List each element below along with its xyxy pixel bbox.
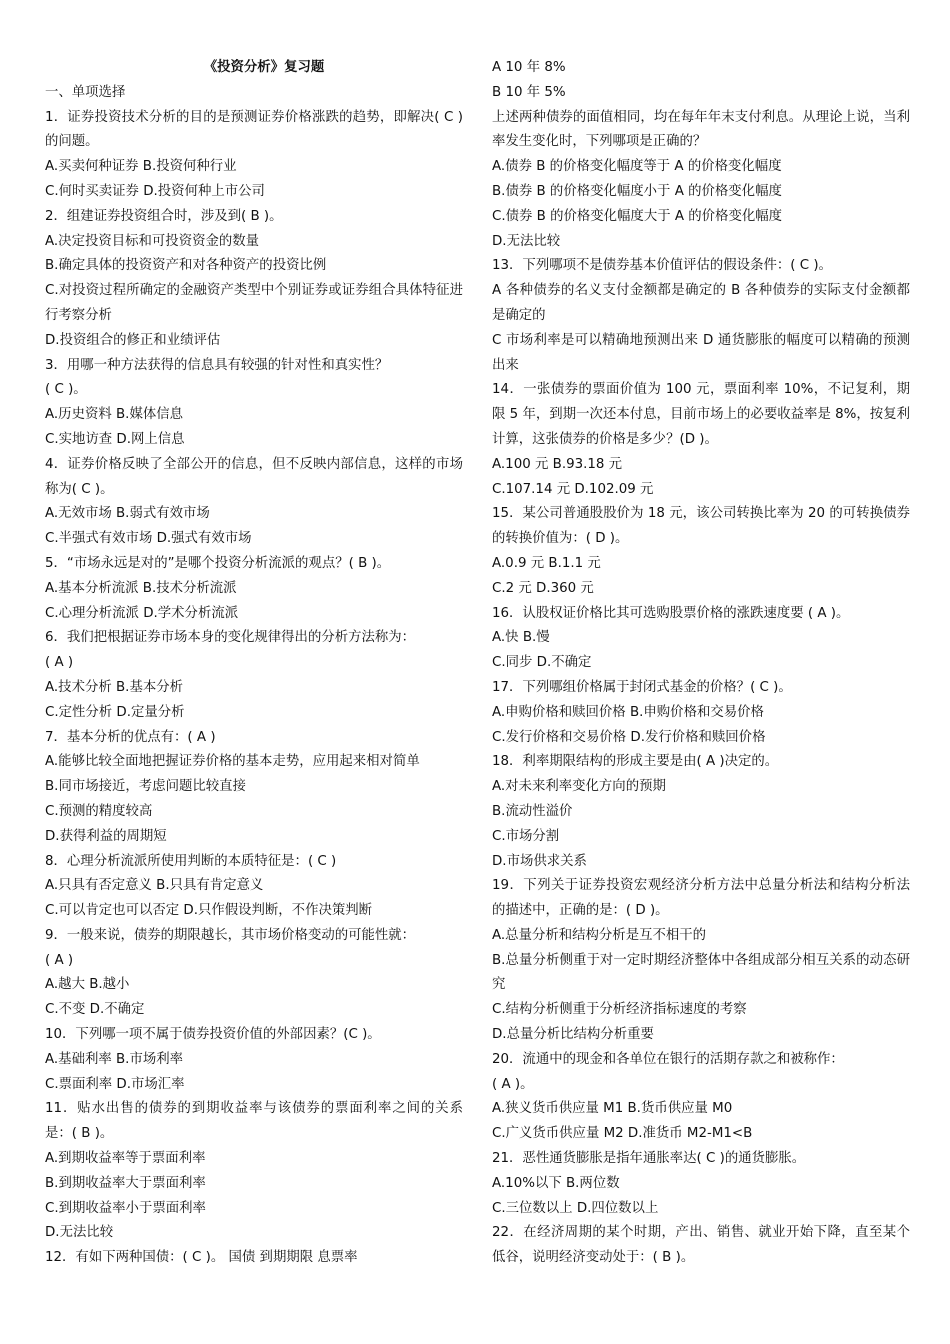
answer-option: A.基本分析流派 B.技术分析流派: [45, 580, 237, 596]
answer-option: C.何时买卖证券 D.投资何种上市公司: [45, 183, 265, 199]
question-text: 6．我们把根据证券市场本身的变化规律得出的分析方法称为：: [45, 630, 416, 646]
question-text: ( A ): [45, 952, 74, 968]
answer-option: C.同步 D.不确定: [492, 655, 592, 671]
answer-option: C.债券 B 的价格变化幅度大于 A 的价格变化幅度: [492, 208, 783, 224]
question-text: 15．某公司普通股股价为 18 元，该公司转换比率为 20 的可转换债券的转换价值为：( D )。: [492, 506, 910, 547]
answer-option: C.定性分析 D.定量分析: [45, 704, 185, 720]
answer-option: C.2 元 D.360 元: [492, 580, 594, 596]
answer-option: A.买卖何种证券 B.投资何种行业: [45, 159, 237, 175]
answer-option: D.总量分析比结构分析重要: [492, 1027, 654, 1043]
question-text: 12．有如下两种国债：( C )。 国债 到期期限 息票率: [45, 1250, 358, 1266]
answer-option: A 各种债券的名义支付金额都是确定的 B 各种债券的实际支付金额都是确定的: [492, 283, 910, 323]
answer-option: C.心理分析流派 D.学术分析流派: [45, 605, 239, 621]
answer-option: A.总量分析和结构分析是互不相干的: [492, 927, 707, 943]
answer-option: D.无法比较: [45, 1225, 114, 1241]
right-column: [492, 56, 910, 1271]
answer-option: A.10%以下 B.两位数: [492, 1175, 620, 1191]
question-text: 11．贴水出售的债券的到期收益率与该债券的票面利率之间的关系是：( B )。: [45, 1101, 463, 1142]
question-text: 22．在经济周期的某个时期，产出、销售、就业开始下降，直至某个低谷，说明经济变动处于：( B )。: [492, 1225, 910, 1266]
answer-option: A.到期收益率等于票面利率: [45, 1151, 206, 1167]
answer-option: C.预测的精度较高: [45, 803, 153, 819]
answer-option: A.0.9 元 B.1.1 元: [492, 555, 601, 571]
left-column: [45, 56, 463, 1271]
answer-option: C.到期收益率小于票面利率: [45, 1200, 206, 1216]
answer-option: B.流动性溢价: [492, 803, 573, 819]
answer-option: C.半强式有效市场 D.强式有效市场: [45, 531, 252, 547]
question-text: 1．证券投资技术分析的目的是预测证券价格涨跌的趋势，即解决( C )的问题。: [45, 109, 463, 150]
bond-row: B 10 年 5%: [492, 84, 566, 100]
question-text: 20．流通中的现金和各单位在银行的活期存款之和被称作：: [492, 1051, 844, 1067]
question-text: 14．一张债券的票面价值为 100 元，票面利率 10%，不记复利，期限 5 年，到期一次还本付息，目前市场上的必要收益率是 8%，按复利计算，这张债券的价格是多少？(D )。: [492, 382, 910, 447]
answer-option: B.到期收益率大于票面利率: [45, 1175, 206, 1191]
answer-option: C.广义货币供应量 M2 D.准货币 M2-M1<B: [492, 1126, 753, 1142]
question-text: 5．“市场永远是对的”是哪个投资分析流派的观点？( B )。: [45, 555, 391, 571]
answer-option: C.107.14 元 D.102.09 元: [492, 481, 654, 497]
answer-option: C.实地访查 D.网上信息: [45, 431, 185, 447]
question-text: ( A )。: [492, 1076, 534, 1092]
answer-option: C 市场利率是可以精确地预测出来 D 通货膨胀的幅度可以精确的预测出来: [492, 332, 910, 373]
question-text: 13．下列哪项不是债券基本价值评估的假设条件：( C )。: [492, 258, 832, 274]
answer-option: A.对未来利率变化方向的预期: [492, 779, 666, 795]
bond-row: A 10 年 8%: [492, 60, 566, 75]
question-text: ( A ): [45, 655, 74, 671]
question-text: 9．一般来说，债券的期限越长，其市场价格变动的可能性就：: [45, 927, 416, 943]
question-text: 上述两种债券的面值相同，均在每年年末支付利息。从理论上说，当利率发生变化时，下列哪项是正确的？: [492, 109, 910, 150]
answer-option: C.票面利率 D.市场汇率: [45, 1076, 185, 1092]
question-text: 16．认股权证价格比其可选购股票价格的涨跌速度要 ( A )。: [492, 605, 850, 621]
answer-option: A.快 B.慢: [492, 630, 550, 646]
question-text: 2．组建证券投资组合时，涉及到( B )。: [45, 208, 283, 224]
answer-option: A.100 元 B.93.18 元: [492, 456, 623, 472]
answer-option: A.狭义货币供应量 M1 B.货币供应量 M0: [492, 1101, 733, 1117]
question-text: 21．恶性通货膨胀是指年通胀率达( C )的通货膨胀。: [492, 1151, 806, 1167]
answer-option: C.发行价格和交易价格 D.发行价格和赎回价格: [492, 729, 766, 745]
answer-option: D.投资组合的修正和业绩评估: [45, 332, 221, 348]
answer-option: B.债券 B 的价格变化幅度小于 A 的价格变化幅度: [492, 183, 782, 199]
answer-option: D.无法比较: [492, 233, 561, 249]
document-title: 《投资分析》复习题: [203, 60, 325, 75]
answer-option: A.技术分析 B.基本分析: [45, 679, 184, 695]
answer-option: A.能够比较全面地把握证券价格的基本走势，应用起来相对简单: [45, 754, 420, 770]
answer-option: A.基础利率 B.市场利率: [45, 1051, 184, 1067]
answer-option: C.不变 D.不确定: [45, 1002, 145, 1018]
answer-option: A.只具有否定意义 B.只具有肯定意义: [45, 878, 264, 894]
answer-option: A.决定投资目标和可投资资金的数量: [45, 233, 260, 249]
answer-option: C.可以肯定也可以否定 D.只作假设判断，不作决策判断: [45, 903, 373, 919]
answer-option: C.结构分析侧重于分析经济指标速度的考察: [492, 1002, 747, 1018]
answer-option: A.越大 B.越小: [45, 977, 130, 993]
answer-option: B.确定具体的投资资产和对各种资产的投资比例: [45, 258, 327, 274]
question-text: 10．下列哪一项不属于债券投资价值的外部因素？(C )。: [45, 1027, 381, 1043]
answer-option: A.申购价格和赎回价格 B.申购价格和交易价格: [492, 704, 764, 720]
question-text: 7．基本分析的优点有：( A ): [45, 729, 216, 745]
answer-option: C.三位数以上 D.四位数以上: [492, 1200, 659, 1216]
question-text: 17．下列哪组价格属于封闭式基金的价格？( C )。: [492, 679, 792, 695]
section-heading: 一、单项选择: [45, 84, 126, 100]
question-text: 19．下列关于证券投资宏观经济分析方法中总量分析法和结构分析法的描述中，正确的是：( D )。: [492, 878, 910, 919]
answer-option: B.同市场接近，考虑问题比较直接: [45, 779, 246, 795]
answer-option: A.债券 B 的价格变化幅度等于 A 的价格变化幅度: [492, 159, 782, 175]
answer-option: D.获得利益的周期短: [45, 828, 167, 844]
question-text: 3．用哪一种方法获得的信息具有较强的针对性和真实性？: [45, 357, 389, 373]
answer-option: B.总量分析侧重于对一定时期经济整体中各组成部分相互关系的动态研究: [492, 952, 910, 993]
question-text: ( C )。: [45, 382, 87, 398]
answer-option: C.对投资过程所确定的金融资产类型中个别证券或证券组合具体特征进行考察分析: [45, 283, 463, 323]
answer-option: D.市场供求关系: [492, 853, 587, 869]
answer-option: C.市场分割: [492, 828, 560, 844]
question-text: 4．证券价格反映了全部公开的信息，但不反映内部信息，这样的市场称为( C )。: [45, 456, 463, 497]
question-text: 18．利率期限结构的形成主要是由( A )决定的。: [492, 754, 779, 770]
answer-option: A.历史资料 B.媒体信息: [45, 407, 184, 423]
answer-option: A.无效市场 B.弱式有效市场: [45, 506, 210, 522]
question-text: 8．心理分析流派所使用判断的本质特征是：( C ): [45, 853, 337, 869]
